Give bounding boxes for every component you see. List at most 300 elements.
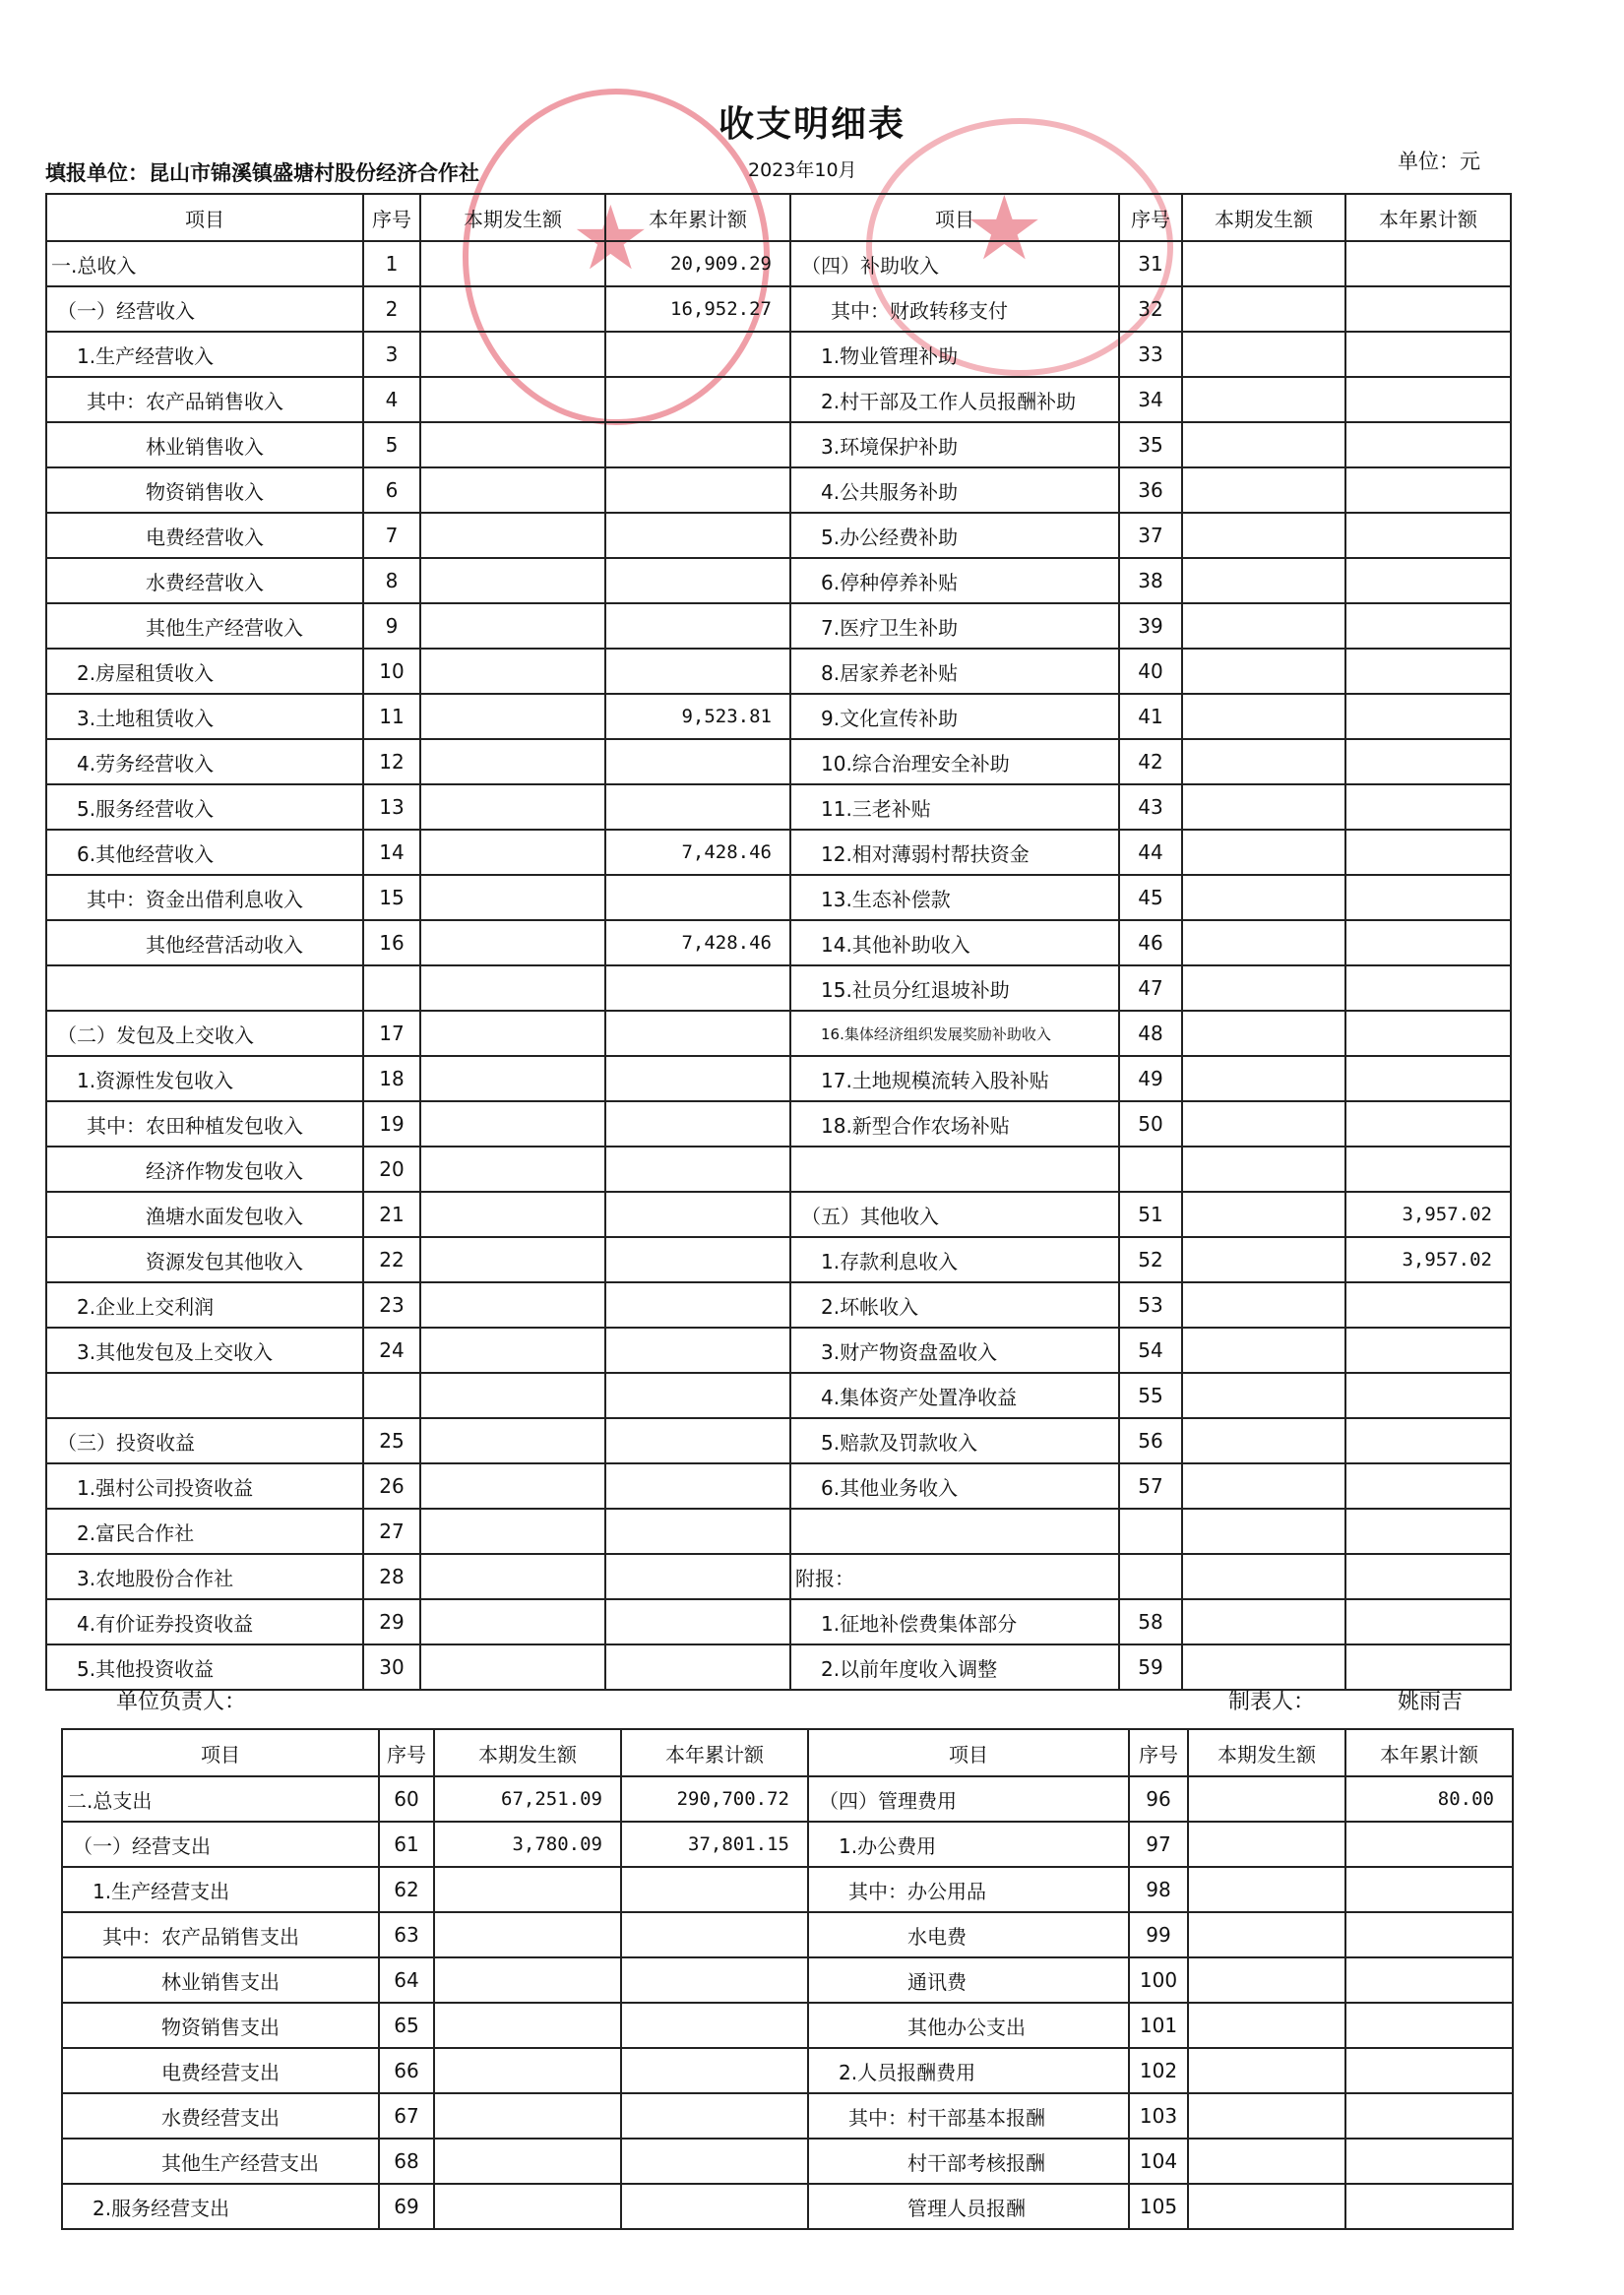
- cell-item: 15.社员分红退坡补助: [790, 965, 1119, 1011]
- cell-ytd: [1345, 1011, 1511, 1056]
- cell-current: 3,780.09: [434, 1822, 621, 1867]
- cell-ytd: [605, 1418, 790, 1463]
- cell-current: [1188, 2093, 1345, 2139]
- cell-current: [420, 1147, 605, 1192]
- cell-seq: 9: [363, 603, 420, 649]
- cell-seq: 26: [363, 1463, 420, 1509]
- income-row: [46, 739, 1511, 784]
- cell-current: [420, 1056, 605, 1101]
- cell-ytd: [621, 2139, 808, 2184]
- col-seq: 序号: [379, 1729, 434, 1776]
- cell-item: 10.综合治理安全补助: [790, 739, 1119, 784]
- expense-row: [62, 2139, 1513, 2184]
- cell-current: [420, 694, 605, 739]
- cell-current: [1182, 1644, 1345, 1690]
- cell-item: 9.文化宣传补助: [790, 694, 1119, 739]
- cell-seq: 53: [1119, 1282, 1182, 1328]
- col-seq: 序号: [1119, 194, 1182, 241]
- expense-row: [62, 2003, 1513, 2048]
- cell-item: 水电费: [808, 1912, 1129, 1957]
- cell-ytd: [1345, 875, 1511, 920]
- income-row: [46, 558, 1511, 603]
- cell-ytd: [1345, 467, 1511, 513]
- cell-item: 1.资源性发包收入: [46, 1056, 363, 1101]
- cell-ytd: [605, 467, 790, 513]
- cell-current: [1182, 241, 1345, 286]
- cell-item: （一）经营支出: [62, 1822, 379, 1867]
- cell-seq: 51: [1119, 1192, 1182, 1237]
- cell-seq: 63: [379, 1912, 434, 1957]
- cell-current: [420, 920, 605, 965]
- cell-item: 3.土地租赁收入: [46, 694, 363, 739]
- cell-current: [1188, 1822, 1345, 1867]
- cell-item: 2.人员报酬费用: [808, 2048, 1129, 2093]
- cell-current: [420, 649, 605, 694]
- cell-item: 1.物业管理补助: [790, 332, 1119, 377]
- cell-current: [434, 1867, 621, 1912]
- cell-ytd: [1345, 558, 1511, 603]
- cell-ytd: [1345, 1328, 1511, 1373]
- income-row: [46, 830, 1511, 875]
- cell-current: [420, 1011, 605, 1056]
- income-row: [46, 467, 1511, 513]
- cell-current: [1182, 739, 1345, 784]
- col-current: 本期发生额: [1182, 194, 1345, 241]
- cell-item: 5.其他投资收益: [46, 1644, 363, 1690]
- cell-item: 2.富民合作社: [46, 1509, 363, 1554]
- cell-seq: 99: [1129, 1912, 1188, 1957]
- cell-ytd: [1345, 2184, 1513, 2229]
- col-ytd: 本年累计额: [1345, 1729, 1513, 1776]
- cell-item: 4.集体资产处置净收益: [790, 1373, 1119, 1418]
- cell-current: [420, 965, 605, 1011]
- cell-ytd: 16,952.27: [605, 286, 790, 332]
- cell-current: [420, 784, 605, 830]
- cell-seq: 3: [363, 332, 420, 377]
- cell-seq: 15: [363, 875, 420, 920]
- page-title: 收支明细表: [718, 104, 906, 145]
- cell-seq: 32: [1119, 286, 1182, 332]
- col-ytd: 本年累计额: [621, 1729, 808, 1776]
- cell-ytd: [1345, 1867, 1513, 1912]
- cell-seq: 60: [379, 1776, 434, 1822]
- cell-ytd: 20,909.29: [605, 241, 790, 286]
- cell-seq: 64: [379, 1957, 434, 2003]
- cell-seq: 100: [1129, 1957, 1188, 2003]
- cell-item: 6.停种停养补贴: [790, 558, 1119, 603]
- cell-current: [420, 1554, 605, 1599]
- cell-seq: 45: [1119, 875, 1182, 920]
- cell-ytd: [1345, 1957, 1513, 2003]
- cell-seq: 52: [1119, 1237, 1182, 1282]
- cell-item: 其他经营活动收入: [46, 920, 363, 965]
- report-period: 2023年10月: [748, 159, 857, 181]
- cell-item: 资源发包其他收入: [46, 1237, 363, 1282]
- income-row: [46, 1328, 1511, 1373]
- preparer-label: 制表人：: [1228, 1690, 1316, 1714]
- cell-seq: [1119, 1147, 1182, 1192]
- cell-seq: 33: [1119, 332, 1182, 377]
- income-row: [46, 422, 1511, 467]
- cell-ytd: [1345, 377, 1511, 422]
- cell-current: [1188, 2139, 1345, 2184]
- cell-ytd: [1345, 286, 1511, 332]
- income-row: [46, 1237, 1511, 1282]
- cell-ytd: [605, 1644, 790, 1690]
- cell-current: [1182, 286, 1345, 332]
- cell-seq: 30: [363, 1644, 420, 1690]
- cell-seq: 42: [1119, 739, 1182, 784]
- cell-current: [420, 1644, 605, 1690]
- cell-current: [434, 1957, 621, 2003]
- cell-current: [420, 1237, 605, 1282]
- cell-current: [1188, 1912, 1345, 1957]
- filer-unit: 填报单位：昆山市锦溪镇盛塘村股份经济合作社: [45, 161, 479, 185]
- cell-current: [1182, 1599, 1345, 1644]
- cell-current: [420, 603, 605, 649]
- cell-ytd: [605, 1282, 790, 1328]
- cell-ytd: [1345, 513, 1511, 558]
- cell-ytd: [1345, 920, 1511, 965]
- cell-item: 其中：农田种植发包收入: [46, 1101, 363, 1147]
- cell-current: [1182, 467, 1345, 513]
- cell-item: [46, 965, 363, 1011]
- cell-ytd: [605, 1463, 790, 1509]
- cell-item: 林业销售收入: [46, 422, 363, 467]
- cell-current: [1182, 1554, 1345, 1599]
- cell-current: [1188, 1957, 1345, 2003]
- cell-current: [434, 2093, 621, 2139]
- income-row: [46, 649, 1511, 694]
- cell-seq: 58: [1119, 1599, 1182, 1644]
- cell-ytd: [605, 1373, 790, 1418]
- cell-current: [420, 1328, 605, 1373]
- cell-ytd: [1345, 694, 1511, 739]
- income-row: [46, 1599, 1511, 1644]
- cell-ytd: [605, 1101, 790, 1147]
- cell-seq: 20: [363, 1147, 420, 1192]
- cell-ytd: 80.00: [1345, 1776, 1513, 1822]
- cell-current: 67,251.09: [434, 1776, 621, 1822]
- cell-ytd: [621, 2048, 808, 2093]
- cell-seq: 65: [379, 2003, 434, 2048]
- cell-current: [1188, 2184, 1345, 2229]
- expense-row: [62, 1776, 1513, 1822]
- cell-item: 其中：村干部基本报酬: [808, 2093, 1129, 2139]
- cell-ytd: [605, 1237, 790, 1282]
- expense-row: [62, 1957, 1513, 2003]
- cell-ytd: [1345, 1373, 1511, 1418]
- cell-current: [420, 1192, 605, 1237]
- cell-seq: 39: [1119, 603, 1182, 649]
- col-item: 项目: [62, 1729, 379, 1776]
- cell-current: [1182, 603, 1345, 649]
- cell-seq: 68: [379, 2139, 434, 2184]
- cell-current: [1182, 1328, 1345, 1373]
- cell-seq: 41: [1119, 694, 1182, 739]
- cell-seq: 55: [1119, 1373, 1182, 1418]
- cell-seq: 36: [1119, 467, 1182, 513]
- cell-seq: 14: [363, 830, 420, 875]
- expense-row: [62, 2184, 1513, 2229]
- cell-ytd: [605, 513, 790, 558]
- cell-ytd: 290,700.72: [621, 1776, 808, 1822]
- cell-seq: 101: [1129, 2003, 1188, 2048]
- cell-seq: 12: [363, 739, 420, 784]
- cell-seq: 105: [1129, 2184, 1188, 2229]
- cell-seq: 98: [1129, 1867, 1188, 1912]
- expense-table: [61, 1728, 1514, 2230]
- cell-current: [420, 558, 605, 603]
- cell-item: 2.企业上交利润: [46, 1282, 363, 1328]
- cell-item: 水费经营收入: [46, 558, 363, 603]
- leader-label: 单位负责人：: [116, 1690, 247, 1714]
- cell-current: [420, 1599, 605, 1644]
- income-row: [46, 241, 1511, 286]
- cell-seq: 5: [363, 422, 420, 467]
- income-row: [46, 1644, 1511, 1690]
- cell-current: [420, 422, 605, 467]
- income-row: [46, 1418, 1511, 1463]
- cell-item: 17.土地规模流转入股补贴: [790, 1056, 1119, 1101]
- cell-current: [420, 1509, 605, 1554]
- cell-ytd: 7,428.46: [605, 920, 790, 965]
- cell-ytd: [605, 965, 790, 1011]
- cell-item: 物资销售支出: [62, 2003, 379, 2048]
- cell-item: 林业销售支出: [62, 1957, 379, 2003]
- cell-seq: [1119, 1554, 1182, 1599]
- cell-current: [1182, 422, 1345, 467]
- income-row: [46, 784, 1511, 830]
- income-row: [46, 1509, 1511, 1554]
- cell-seq: 102: [1129, 2048, 1188, 2093]
- cell-ytd: [1345, 739, 1511, 784]
- cell-item: 1.征地补偿费集体部分: [790, 1599, 1119, 1644]
- cell-seq: 16: [363, 920, 420, 965]
- col-current: 本期发生额: [434, 1729, 621, 1776]
- income-row: [46, 1192, 1511, 1237]
- cell-item: 7.医疗卫生补助: [790, 603, 1119, 649]
- income-row: [46, 1282, 1511, 1328]
- cell-current: [420, 377, 605, 422]
- cell-current: [420, 1101, 605, 1147]
- cell-seq: [363, 1373, 420, 1418]
- cell-seq: 29: [363, 1599, 420, 1644]
- cell-current: [420, 1463, 605, 1509]
- cell-item: 1.生产经营支出: [62, 1867, 379, 1912]
- income-row: [46, 1056, 1511, 1101]
- cell-ytd: [1345, 2003, 1513, 2048]
- cell-ytd: [1345, 1509, 1511, 1554]
- cell-current: [420, 332, 605, 377]
- cell-ytd: [605, 603, 790, 649]
- cell-item: （一）经营收入: [46, 286, 363, 332]
- cell-ytd: [605, 558, 790, 603]
- cell-item: 4.公共服务补助: [790, 467, 1119, 513]
- cell-seq: 1: [363, 241, 420, 286]
- cell-item: 1.存款利息收入: [790, 1237, 1119, 1282]
- cell-ytd: 9,523.81: [605, 694, 790, 739]
- cell-item: 3.财产物资盘盈收入: [790, 1328, 1119, 1373]
- col-item: 项目: [808, 1729, 1129, 1776]
- cell-ytd: [1345, 784, 1511, 830]
- col-ytd: 本年累计额: [605, 194, 790, 241]
- cell-ytd: [605, 784, 790, 830]
- cell-seq: 22: [363, 1237, 420, 1282]
- expense-row: [62, 1822, 1513, 1867]
- cell-current: [1188, 1867, 1345, 1912]
- cell-item: 二.总支出: [62, 1776, 379, 1822]
- col-current: 本期发生额: [420, 194, 605, 241]
- cell-current: [1182, 1373, 1345, 1418]
- cell-seq: 69: [379, 2184, 434, 2229]
- cell-ytd: [1345, 422, 1511, 467]
- cell-current: [1182, 1282, 1345, 1328]
- cell-current: [1182, 1192, 1345, 1237]
- cell-item: 一.总收入: [46, 241, 363, 286]
- cell-ytd: [605, 649, 790, 694]
- cell-current: [434, 2139, 621, 2184]
- cell-seq: 17: [363, 1011, 420, 1056]
- cell-item: 12.相对薄弱村帮扶资金: [790, 830, 1119, 875]
- cell-current: [1182, 332, 1345, 377]
- cell-seq: 44: [1119, 830, 1182, 875]
- cell-ytd: [1345, 2139, 1513, 2184]
- col-ytd: 本年累计额: [1345, 194, 1511, 241]
- cell-item: 5.赔款及罚款收入: [790, 1418, 1119, 1463]
- cell-ytd: [1345, 830, 1511, 875]
- cell-current: [420, 1373, 605, 1418]
- cell-ytd: [1345, 1282, 1511, 1328]
- cell-ytd: [1345, 603, 1511, 649]
- cell-item: 6.其他经营收入: [46, 830, 363, 875]
- cell-ytd: [605, 1011, 790, 1056]
- cell-item: 2.以前年度收入调整: [790, 1644, 1119, 1690]
- cell-seq: 8: [363, 558, 420, 603]
- cell-item: 其中：农产品销售支出: [62, 1912, 379, 1957]
- income-row: [46, 965, 1511, 1011]
- cell-item: 4.劳务经营收入: [46, 739, 363, 784]
- cell-current: [1188, 2003, 1345, 2048]
- cell-item: 3.其他发包及上交收入: [46, 1328, 363, 1373]
- cell-current: [420, 739, 605, 784]
- cell-item: 物资销售收入: [46, 467, 363, 513]
- cell-ytd: [1345, 1822, 1513, 1867]
- cell-seq: 6: [363, 467, 420, 513]
- income-row: [46, 694, 1511, 739]
- cell-seq: 10: [363, 649, 420, 694]
- cell-seq: 37: [1119, 513, 1182, 558]
- cell-ytd: [1345, 1147, 1511, 1192]
- cell-item: 其中：农产品销售收入: [46, 377, 363, 422]
- cell-current: [1182, 377, 1345, 422]
- cell-item: （四）补助收入: [790, 241, 1119, 286]
- cell-current: [1182, 694, 1345, 739]
- cell-item: 附报：: [790, 1554, 1119, 1599]
- cell-current: [1182, 513, 1345, 558]
- cell-item: 其他办公支出: [808, 2003, 1129, 2048]
- cell-current: [1182, 1418, 1345, 1463]
- cell-seq: 67: [379, 2093, 434, 2139]
- income-row: [46, 1011, 1511, 1056]
- cell-seq: 46: [1119, 920, 1182, 965]
- income-row: [46, 920, 1511, 965]
- cell-item: 8.居家养老补贴: [790, 649, 1119, 694]
- cell-ytd: [1345, 332, 1511, 377]
- cell-seq: 59: [1119, 1644, 1182, 1690]
- cell-item: 其中：办公用品: [808, 1867, 1129, 1912]
- col-seq: 序号: [363, 194, 420, 241]
- cell-current: [1182, 875, 1345, 920]
- cell-item: 2.房屋租赁收入: [46, 649, 363, 694]
- col-current: 本期发生额: [1188, 1729, 1345, 1776]
- cell-ytd: [621, 2093, 808, 2139]
- expense-header-row: [62, 1729, 1513, 1776]
- cell-ytd: [621, 2003, 808, 2048]
- cell-item: 村干部考核报酬: [808, 2139, 1129, 2184]
- income-header-row: [46, 194, 1511, 241]
- cell-ytd: [605, 377, 790, 422]
- cell-ytd: 3,957.02: [1345, 1192, 1511, 1237]
- cell-ytd: [605, 1056, 790, 1101]
- cell-item: 经济作物发包收入: [46, 1147, 363, 1192]
- cell-ytd: [1345, 2093, 1513, 2139]
- cell-item: 水费经营支出: [62, 2093, 379, 2139]
- cell-item: 13.生态补偿款: [790, 875, 1119, 920]
- cell-item: 1.强村公司投资收益: [46, 1463, 363, 1509]
- cell-seq: 50: [1119, 1101, 1182, 1147]
- cell-item: 渔塘水面发包收入: [46, 1192, 363, 1237]
- income-row: [46, 377, 1511, 422]
- cell-seq: 38: [1119, 558, 1182, 603]
- cell-ytd: 7,428.46: [605, 830, 790, 875]
- cell-seq: 2: [363, 286, 420, 332]
- cell-seq: 18: [363, 1056, 420, 1101]
- cell-ytd: [1345, 965, 1511, 1011]
- cell-item: 1.生产经营收入: [46, 332, 363, 377]
- cell-current: [1182, 1237, 1345, 1282]
- cell-ytd: [605, 1554, 790, 1599]
- cell-ytd: [1345, 1554, 1511, 1599]
- cell-ytd: [621, 1867, 808, 1912]
- cell-seq: 47: [1119, 965, 1182, 1011]
- cell-seq: 56: [1119, 1418, 1182, 1463]
- income-row: [46, 1554, 1511, 1599]
- cell-ytd: [605, 1599, 790, 1644]
- cell-current: [434, 1912, 621, 1957]
- cell-seq: 28: [363, 1554, 420, 1599]
- income-row: [46, 875, 1511, 920]
- cell-item: 通讯费: [808, 1957, 1129, 2003]
- cell-seq: 34: [1119, 377, 1182, 422]
- income-row: [46, 603, 1511, 649]
- cell-current: [434, 2048, 621, 2093]
- cell-seq: 96: [1129, 1776, 1188, 1822]
- cell-seq: 57: [1119, 1463, 1182, 1509]
- cell-item: 其中：财政转移支付: [790, 286, 1119, 332]
- expense-row: [62, 2048, 1513, 2093]
- cell-seq: [363, 965, 420, 1011]
- cell-ytd: [621, 1957, 808, 2003]
- cell-current: [1182, 1056, 1345, 1101]
- cell-current: [420, 286, 605, 332]
- cell-ytd: [1345, 1418, 1511, 1463]
- cell-seq: 62: [379, 1867, 434, 1912]
- cell-item: [790, 1509, 1119, 1554]
- cell-current: [420, 1418, 605, 1463]
- cell-ytd: [1345, 1644, 1511, 1690]
- cell-ytd: [605, 1147, 790, 1192]
